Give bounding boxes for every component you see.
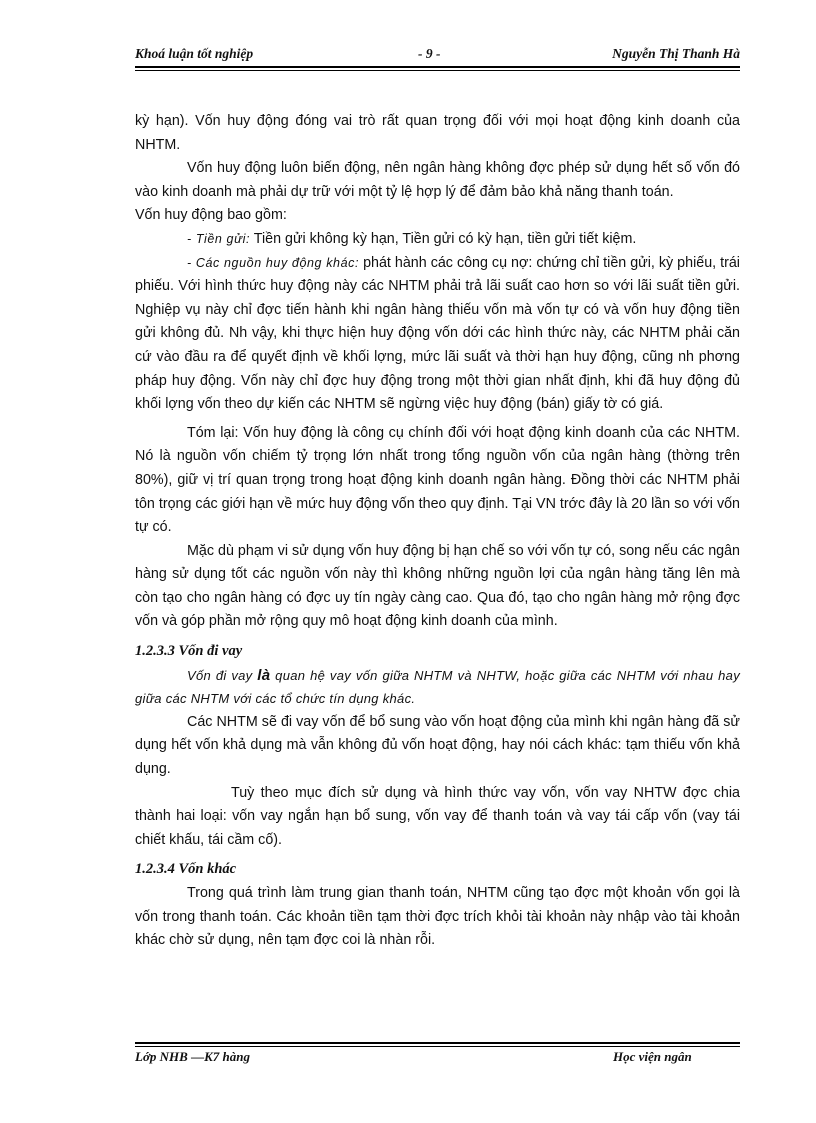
definition-term: Vốn đi vay (187, 667, 258, 683)
paragraph: Các NHTM sẽ đi vay vốn để bổ sung vào vốn hoạt động của mình khi ngân hàng đã sử dụng hết vốn khả dụng mà vẫn không đủ vốn hoạt động, hay nói cách khác: tạm thiếu vốn khả dụng. (135, 713, 740, 778)
header-thesis-label: Khoá luận tốt nghiệp (135, 46, 254, 61)
document-body (135, 110, 740, 953)
footer-class: Lớp NHB —K7 hàng (135, 1049, 250, 1064)
footer-institution: Học viện ngân (613, 1049, 692, 1064)
paragraph: kỳ hạn). Vốn huy động đóng vai trò rất quan trọng đối với mọi hoạt động kinh doanh của NHTM. (135, 113, 740, 153)
paragraph: Tóm lại: Vốn huy động là công cụ chính đối với hoạt động kinh doanh của các NHTM. Nó là nguồn vốn chiếm tỷ trọng lớn nhất trong tổng nguồn vốn của ngân hàng (thờng trên 80%), giữ vị trí quan trọng trong hoạt động kinh doanh ngân hàng. Đồng thời các NHTM phải tôn trọng các giới hạn về mức huy động vốn theo quy định. Tại VN trớc đây là 20 lần so với vốn tự có. (135, 424, 740, 536)
header-author: Nguyễn Thị Thanh Hà (612, 46, 740, 61)
list-item-text: phát hành các công cụ nợ: chứng chỉ tiền gửi, kỳ phiếu, trái phiếu. Với hình thức huy động này các NHTM phải trả lãi suất cao hơn so với lãi suất tiền gửi. Nghiệp vụ này chỉ đợc tiến hành khi ngân hàng thiếu vốn mà vốn tự có và vốn huy động tiền gửi không đủ. Nh vậy, khi thực hiện huy động vốn dới các hình thức này, các NHTM phải căn cứ vào đầu ra để quyết định về khối lợng, mức lãi suất và thời hạn huy động, cũng nh phơng pháp huy động. Vốn này chỉ đợc huy động trong một thời gian nhất định, khi đã huy động đủ khối lợng vốn theo dự kiến các NHTM sẽ ngừng việc huy động (bán) giấy tờ có giá. (135, 254, 740, 413)
page-header (135, 46, 740, 66)
list-item (135, 252, 740, 417)
definition-text: quan hệ vay vốn giữa NHTM và NHTW, hoặc giữa các NHTM với nhau hay giữa các NHTM với các tổ chức tín dụng khác. (135, 667, 740, 707)
paragraph: Trong quá trình làm trung gian thanh toán, NHTM cũng tạo đợc một khoản vốn gọi là vốn trong thanh toán. Các khoản tiền tạm thời đợc trích khỏi tài khoản này nhập vào tài khoản khác chờ sử dụng, nên tạm đợc coi là nhàn rỗi. (135, 885, 740, 949)
header-divider (135, 66, 740, 71)
list-item-label: - Các nguồn huy động khác: (187, 255, 360, 270)
list-item-text: Tiền gửi không kỳ hạn, Tiền gửi có kỳ hạn, tiền gửi tiết kiệm. (250, 230, 637, 247)
list-item-label: - Tiền gửi: (187, 231, 251, 246)
list-item (135, 228, 740, 252)
paragraph: Vốn huy động bao gồm: (135, 207, 287, 224)
page-number: - 9 - (418, 46, 441, 61)
definition (135, 664, 740, 711)
section-heading: 1.2.3.4 Vốn khác (135, 861, 237, 878)
paragraph: Tuỳ theo mục đích sử dụng và hình thức vay vốn, vốn vay NHTW đợc chia thành hai loại: vốn vay ngắn hạn bổ sung, vốn vay để thanh toán và vay tái cấp vốn (vay tái chiết khấu, tái cầm cố). (135, 784, 740, 848)
definition-emphasis: là (257, 666, 271, 684)
paragraph: Mặc dù phạm vi sử dụng vốn huy động bị hạn chế so với vốn tự có, song nếu các ngân hàng sử dụng tốt các nguồn vốn này thì không những nguồn lợi của ngân hàng tăng lên mà còn tạo cho ngân hàng có đợc uy tín ngày càng cao. Qua đó, tạo cho ngân hàng mở rộng đợc vốn và góp phần mở rộng quy mô hoạt động kinh doanh của mình. (135, 542, 740, 630)
footer-divider (135, 1042, 740, 1047)
paragraph: Vốn huy động luôn biến động, nên ngân hàng không đợc phép sử dụng hết số vốn đó vào kinh doanh mà phải dự trữ với một tỷ lệ hợp lý để đảm bảo khả năng thanh toán. (135, 160, 740, 200)
section-heading: 1.2.3.3 Vốn đi vay (135, 643, 243, 660)
